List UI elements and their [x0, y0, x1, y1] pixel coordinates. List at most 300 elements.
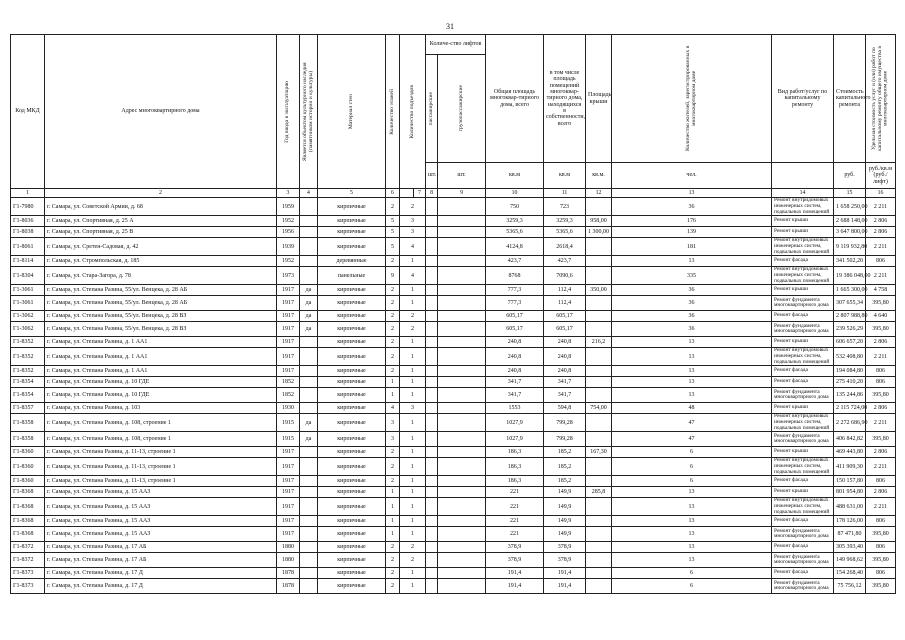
row-lifts-passenger	[426, 296, 438, 311]
unit-pcs: шт.	[438, 163, 486, 189]
unit-sqm: кв.м.	[586, 163, 612, 189]
row-heritage	[300, 527, 318, 542]
row-residents: 13	[612, 377, 772, 388]
row-lifts-cargo	[438, 568, 486, 579]
row-cost: 305 393,40	[834, 542, 866, 553]
row-entrances: 2	[400, 542, 426, 553]
row-entrances: 2	[400, 322, 426, 337]
row-cost: 801 954,80	[834, 487, 866, 498]
row-heritage	[300, 516, 318, 527]
row-heritage: да	[300, 432, 318, 447]
row-total-area: 221	[486, 498, 544, 516]
row-unit-cost: 806	[866, 366, 896, 377]
row-cost: 307 655,34	[834, 296, 866, 311]
row-cost: 1 665 300,00	[834, 285, 866, 296]
row-residents: 48	[612, 403, 772, 414]
row-entrances: 4	[400, 267, 426, 285]
row-lifts-cargo	[438, 238, 486, 256]
row-lifts-passenger	[426, 498, 438, 516]
row-lifts-cargo	[438, 527, 486, 542]
header-work-type: Вид работ/услуг по капитальному ремонту	[772, 35, 834, 163]
row-floors: 2	[386, 366, 400, 377]
row-heritage: да	[300, 296, 318, 311]
row-floors: 2	[386, 311, 400, 322]
row-roof-area	[586, 311, 612, 322]
row-code: Г1-8358	[11, 432, 45, 447]
row-year: 1973	[277, 267, 300, 285]
table-row	[11, 322, 896, 337]
row-year: 1917	[277, 296, 300, 311]
row-cost: 194 084,80	[834, 366, 866, 377]
row-code: Г1-8354	[11, 377, 45, 388]
header-wall-material: Материал стен	[347, 94, 354, 130]
row-work-type: Ремонт крыши	[772, 216, 834, 227]
row-code: Г1-8368	[11, 487, 45, 498]
row-floors: 2	[386, 322, 400, 337]
row-work-type: Ремонт фасада	[772, 476, 834, 487]
row-roof-area	[586, 568, 612, 579]
row-heritage	[300, 498, 318, 516]
row-roof-area	[586, 432, 612, 447]
row-unit-cost: 2 211	[866, 238, 896, 256]
row-property-area: 149,9	[544, 516, 586, 527]
row-floors: 9	[386, 267, 400, 285]
row-total-area: 341,7	[486, 377, 544, 388]
row-property-area: 149,9	[544, 498, 586, 516]
row-work-type: Ремонт крыши	[772, 403, 834, 414]
row-wall-material: кирпичные	[318, 377, 386, 388]
row-code: Г1-8061	[11, 238, 45, 256]
row-work-type: Ремонт фасада	[772, 377, 834, 388]
row-year: 1917	[277, 285, 300, 296]
row-roof-area	[586, 476, 612, 487]
row-lifts-cargo	[438, 348, 486, 366]
row-heritage	[300, 487, 318, 498]
row-lifts-cargo	[438, 553, 486, 568]
row-floors: 1	[386, 527, 400, 542]
table-row	[11, 216, 896, 227]
row-code: Г1-3062	[11, 322, 45, 337]
row-year: 1917	[277, 487, 300, 498]
table-row	[11, 348, 896, 366]
row-wall-material: кирпичные	[318, 542, 386, 553]
row-lifts-cargo	[438, 458, 486, 476]
row-address: г. Самара, ул. Степана Разина, д. 11-13, строение 1	[45, 476, 277, 487]
row-residents: 36	[612, 296, 772, 311]
row-unit-cost: 806	[866, 476, 896, 487]
row-residents: 13	[612, 527, 772, 542]
row-property-area: 594,8	[544, 403, 586, 414]
row-residents: 13	[612, 487, 772, 498]
row-residents: 47	[612, 432, 772, 447]
row-cost: 135 244,86	[834, 388, 866, 403]
row-year: 1917	[277, 527, 300, 542]
row-code: Г1-8372	[11, 553, 45, 568]
row-total-area: 605,17	[486, 311, 544, 322]
row-code: Г1-8357	[11, 403, 45, 414]
row-address: г. Самара, ул. Степана Разина, 55/ул. Венцека, д. 28 ВЗ	[45, 322, 277, 337]
row-heritage	[300, 267, 318, 285]
row-floors: 2	[386, 296, 400, 311]
row-code: Г1-8358	[11, 414, 45, 432]
row-total-area: 240,8	[486, 366, 544, 377]
row-work-type: Ремонт крыши	[772, 285, 834, 296]
row-property-area: 185,2	[544, 476, 586, 487]
row-lifts-cargo	[438, 322, 486, 337]
row-lifts-cargo	[438, 216, 486, 227]
row-lifts-passenger	[426, 256, 438, 267]
row-floors: 5	[386, 238, 400, 256]
row-year: 1917	[277, 447, 300, 458]
header-lifts-passenger: пассажирские	[427, 91, 434, 126]
row-floors: 1	[386, 377, 400, 388]
row-address: г. Самара, ул. Советской Армии, д. 68	[45, 198, 277, 216]
row-wall-material: кирпичные	[318, 227, 386, 238]
row-year: 1880	[277, 542, 300, 553]
row-address: г. Самара, ул. Степана Разина, д. 11-13, строение 1	[45, 458, 277, 476]
table-row	[11, 498, 896, 516]
table-row	[11, 238, 896, 256]
row-code: Г1-8352	[11, 337, 45, 348]
row-address: г. Самара, ул. Степана Разина, д. 17 Д	[45, 579, 277, 594]
row-heritage	[300, 337, 318, 348]
row-property-area: 423,7	[544, 256, 586, 267]
row-lifts-passenger	[426, 348, 438, 366]
row-code: Г1-8373	[11, 568, 45, 579]
row-roof-area	[586, 256, 612, 267]
row-wall-material: кирпичные	[318, 516, 386, 527]
row-lifts-passenger	[426, 311, 438, 322]
row-property-area: 240,8	[544, 348, 586, 366]
header-cost: Стоимость капитального ремонта	[834, 35, 866, 163]
row-floors: 2	[386, 447, 400, 458]
row-floors: 2	[386, 542, 400, 553]
row-total-area: 605,17	[486, 322, 544, 337]
row-property-area: 112,4	[544, 285, 586, 296]
row-unit-cost: 2 806	[866, 447, 896, 458]
row-cost: 87 471,80	[834, 527, 866, 542]
row-cost: 275 410,20	[834, 377, 866, 388]
row-property-area: 341,7	[544, 377, 586, 388]
row-floors: 2	[386, 568, 400, 579]
row-work-type: Ремонт фундамента многоквартирного дома	[772, 432, 834, 447]
row-roof-area	[586, 198, 612, 216]
page-number: 31	[446, 22, 454, 31]
row-year: 1917	[277, 337, 300, 348]
row-lifts-passenger	[426, 542, 438, 553]
row-entrances: 3	[400, 403, 426, 414]
row-cost: 75 756,12	[834, 579, 866, 594]
row-work-type: Ремонт внутридомовых инженерных систем, подвальных помещений	[772, 348, 834, 366]
row-code: Г1-7980	[11, 198, 45, 216]
row-residents: 13	[612, 337, 772, 348]
row-total-area: 186,3	[486, 447, 544, 458]
table-row	[11, 366, 896, 377]
row-work-type: Ремонт фундамента многоквартирного дома	[772, 296, 834, 311]
row-work-type: Ремонт фундамента многоквартирного дома	[772, 322, 834, 337]
row-residents: 6	[612, 476, 772, 487]
row-floors: 2	[386, 256, 400, 267]
row-residents: 47	[612, 414, 772, 432]
row-wall-material: деревянные	[318, 256, 386, 267]
row-year: 1917	[277, 498, 300, 516]
row-wall-material: кирпичные	[318, 476, 386, 487]
row-lifts-cargo	[438, 337, 486, 348]
row-unit-cost: 2 211	[866, 458, 896, 476]
row-total-area: 1553	[486, 403, 544, 414]
row-address: г. Самара, ул. Степана Разина, д. 108, строение 1	[45, 414, 277, 432]
row-roof-area	[586, 267, 612, 285]
row-wall-material: кирпичные	[318, 568, 386, 579]
table-row	[11, 377, 896, 388]
column-number: 2	[45, 189, 277, 198]
row-wall-material: кирпичные	[318, 348, 386, 366]
row-total-area: 240,8	[486, 337, 544, 348]
row-entrances: 2	[400, 198, 426, 216]
row-lifts-cargo	[438, 227, 486, 238]
row-entrances: 3	[400, 227, 426, 238]
row-total-area: 221	[486, 516, 544, 527]
row-heritage	[300, 542, 318, 553]
row-heritage: да	[300, 311, 318, 322]
row-property-area: 7090,6	[544, 267, 586, 285]
row-year: 1878	[277, 568, 300, 579]
row-total-area: 186,3	[486, 476, 544, 487]
row-floors: 2	[386, 285, 400, 296]
row-address: г. Самара, ул. Степана Разина, д. 11-13, строение 1	[45, 447, 277, 458]
row-unit-cost: 4 640	[866, 311, 896, 322]
row-work-type: Ремонт фасада	[772, 568, 834, 579]
row-work-type: Ремонт внутридомовых инженерных систем, подвальных помещений	[772, 458, 834, 476]
row-lifts-passenger	[426, 267, 438, 285]
row-year: 1917	[277, 348, 300, 366]
row-residents: 6	[612, 458, 772, 476]
row-floors: 3	[386, 414, 400, 432]
row-wall-material: кирпичные	[318, 447, 386, 458]
row-roof-area	[586, 553, 612, 568]
row-year: 1878	[277, 579, 300, 594]
row-property-area: 185,2	[544, 458, 586, 476]
row-floors: 2	[386, 458, 400, 476]
row-work-type: Ремонт внутридомовых инженерных систем, подвальных помещений	[772, 198, 834, 216]
row-property-area: 240,8	[544, 337, 586, 348]
row-lifts-cargo	[438, 403, 486, 414]
row-unit-cost: 806	[866, 542, 896, 553]
row-property-area: 799,28	[544, 432, 586, 447]
row-floors: 2	[386, 198, 400, 216]
row-residents: 36	[612, 198, 772, 216]
row-lifts-passenger	[426, 322, 438, 337]
row-wall-material: кирпичные	[318, 388, 386, 403]
row-roof-area: 285,8	[586, 487, 612, 498]
row-roof-area: 350,00	[586, 285, 612, 296]
row-lifts-passenger	[426, 414, 438, 432]
row-residents: 139	[612, 227, 772, 238]
table-row	[11, 267, 896, 285]
row-entrances: 3	[400, 216, 426, 227]
row-heritage	[300, 348, 318, 366]
row-year: 1880	[277, 553, 300, 568]
row-residents: 6	[612, 447, 772, 458]
table-row	[11, 568, 896, 579]
row-heritage	[300, 238, 318, 256]
row-entrances: 1	[400, 348, 426, 366]
row-unit-cost: 2 211	[866, 267, 896, 285]
row-cost: 178 126,00	[834, 516, 866, 527]
row-lifts-passenger	[426, 553, 438, 568]
row-total-area: 4124,8	[486, 238, 544, 256]
row-unit-cost: 2 211	[866, 198, 896, 216]
row-property-area: 799,28	[544, 414, 586, 432]
row-lifts-cargo	[438, 198, 486, 216]
row-address: г. Самара, ул. Степана Разина, д. 17 Д	[45, 568, 277, 579]
row-floors: 1	[386, 487, 400, 498]
row-unit-cost: 395,80	[866, 527, 896, 542]
row-lifts-passenger	[426, 227, 438, 238]
row-unit-cost: 2 211	[866, 348, 896, 366]
row-year: 1952	[277, 256, 300, 267]
row-address: г. Самара, ул. Степана Разина, д. 1 АА1	[45, 348, 277, 366]
row-roof-area	[586, 542, 612, 553]
column-number: 1	[11, 189, 45, 198]
row-cost: 2 688 148,00	[834, 216, 866, 227]
row-year: 1956	[277, 227, 300, 238]
row-lifts-cargo	[438, 487, 486, 498]
row-roof-area	[586, 458, 612, 476]
row-entrances: 1	[400, 256, 426, 267]
row-cost: 488 631,00	[834, 498, 866, 516]
header-year: Год ввода в эксплуатацию	[284, 80, 291, 143]
row-code: Г1-8360	[11, 458, 45, 476]
row-wall-material: кирпичные	[318, 527, 386, 542]
table-row	[11, 198, 896, 216]
row-year: 1930	[277, 403, 300, 414]
row-floors: 5	[386, 216, 400, 227]
row-work-type: Ремонт внутридомовых инженерных систем, подвальных помещений	[772, 498, 834, 516]
row-wall-material: кирпичные	[318, 579, 386, 594]
row-code: Г1-8352	[11, 348, 45, 366]
row-residents: 6	[612, 579, 772, 594]
row-property-area: 605,17	[544, 322, 586, 337]
row-address: г. Самара, ул. Степана Разина, д. 15 ААЗ	[45, 487, 277, 498]
row-unit-cost: 2 806	[866, 227, 896, 238]
row-property-area: 723	[544, 198, 586, 216]
row-entrances: 1	[400, 527, 426, 542]
row-total-area: 5365,6	[486, 227, 544, 238]
row-property-area: 605,17	[544, 311, 586, 322]
row-lifts-cargo	[438, 498, 486, 516]
row-year: 1915	[277, 432, 300, 447]
row-heritage	[300, 388, 318, 403]
header-address: Адрес многоквартирного дома	[45, 35, 277, 189]
column-number: 4	[300, 189, 318, 198]
row-heritage	[300, 227, 318, 238]
unit-sqm: кв.м	[544, 163, 586, 189]
column-number: 9	[438, 189, 486, 198]
row-address: г. Самара, ул. Степана Разина, д. 15 ААЗ	[45, 527, 277, 542]
row-wall-material: кирпичные	[318, 311, 386, 322]
row-code: Г1-8368	[11, 516, 45, 527]
row-address: г. Самара, ул. Степана Разина, 55/ул. Венцека, д. 28 АБ	[45, 285, 277, 296]
row-lifts-passenger	[426, 377, 438, 388]
row-code: Г1-8360	[11, 476, 45, 487]
column-number: 16	[866, 189, 896, 198]
row-address: г. Самара, ул. Степана Разина, д. 10 ГДЕ	[45, 377, 277, 388]
row-roof-area: 1 300,00	[586, 227, 612, 238]
row-wall-material: кирпичные	[318, 322, 386, 337]
row-residents: 181	[612, 238, 772, 256]
row-floors: 1	[386, 498, 400, 516]
row-heritage	[300, 216, 318, 227]
unit-sqm: кв.м	[486, 163, 544, 189]
row-lifts-passenger	[426, 458, 438, 476]
row-work-type: Ремонт внутридомовых инженерных систем, подвальных помещений	[772, 414, 834, 432]
header-lifts: Количе-ство лифтов	[426, 35, 486, 55]
row-roof-area: 754,00	[586, 403, 612, 414]
row-year: 1917	[277, 366, 300, 377]
row-roof-area: 216,2	[586, 337, 612, 348]
header-lifts-cargo: грузопассажирские	[457, 85, 464, 132]
row-lifts-cargo	[438, 432, 486, 447]
row-cost: 406 842,82	[834, 432, 866, 447]
row-unit-cost: 2 211	[866, 414, 896, 432]
row-unit-cost: 2 806	[866, 403, 896, 414]
row-lifts-passenger	[426, 198, 438, 216]
row-wall-material: кирпичные	[318, 238, 386, 256]
row-address: г. Самара, ул. Стромпольская, д. 185	[45, 256, 277, 267]
row-residents: 13	[612, 498, 772, 516]
row-floors: 2	[386, 337, 400, 348]
row-year: 1917	[277, 458, 300, 476]
header-heritage: Является объектом культурного наследия (памятником истории и культуры)	[301, 62, 314, 161]
table-row	[11, 432, 896, 447]
unit-pcs: шт.	[426, 163, 438, 189]
row-entrances: 1	[400, 432, 426, 447]
table-row	[11, 527, 896, 542]
row-residents: 13	[612, 542, 772, 553]
table-row	[11, 403, 896, 414]
table-row	[11, 458, 896, 476]
row-address: г. Самара, ул. Степана Разина, 55/ул. Венцека, д. 28 АБ	[45, 296, 277, 311]
row-total-area: 341,7	[486, 388, 544, 403]
row-entrances: 2	[400, 311, 426, 322]
row-address: г. Самара, ул. Степана Разина, д. 1 АА1	[45, 366, 277, 377]
row-unit-cost: 395,80	[866, 322, 896, 337]
unit-rub: руб.	[834, 163, 866, 189]
table-row	[11, 542, 896, 553]
row-total-area: 221	[486, 527, 544, 542]
row-lifts-cargo	[438, 366, 486, 377]
row-heritage: да	[300, 322, 318, 337]
row-total-area: 221	[486, 487, 544, 498]
table-row	[11, 388, 896, 403]
row-work-type: Ремонт фундамента многоквартирного дома	[772, 527, 834, 542]
row-heritage	[300, 447, 318, 458]
column-number: 10	[486, 189, 544, 198]
row-residents: 13	[612, 516, 772, 527]
row-lifts-passenger	[426, 579, 438, 594]
row-roof-area	[586, 498, 612, 516]
header-property-area: в том числе площадь помещений многоквар-тирного дома, находящихся в собственности, всего	[544, 35, 586, 163]
column-number: 8	[426, 189, 438, 198]
row-address: г. Самара, ул. Степана Разина, д. 1 АА1	[45, 337, 277, 348]
row-cost: 9 119 932,80	[834, 238, 866, 256]
table-row	[11, 337, 896, 348]
row-lifts-passenger	[426, 568, 438, 579]
row-roof-area	[586, 348, 612, 366]
row-lifts-passenger	[426, 216, 438, 227]
row-residents: 13	[612, 348, 772, 366]
